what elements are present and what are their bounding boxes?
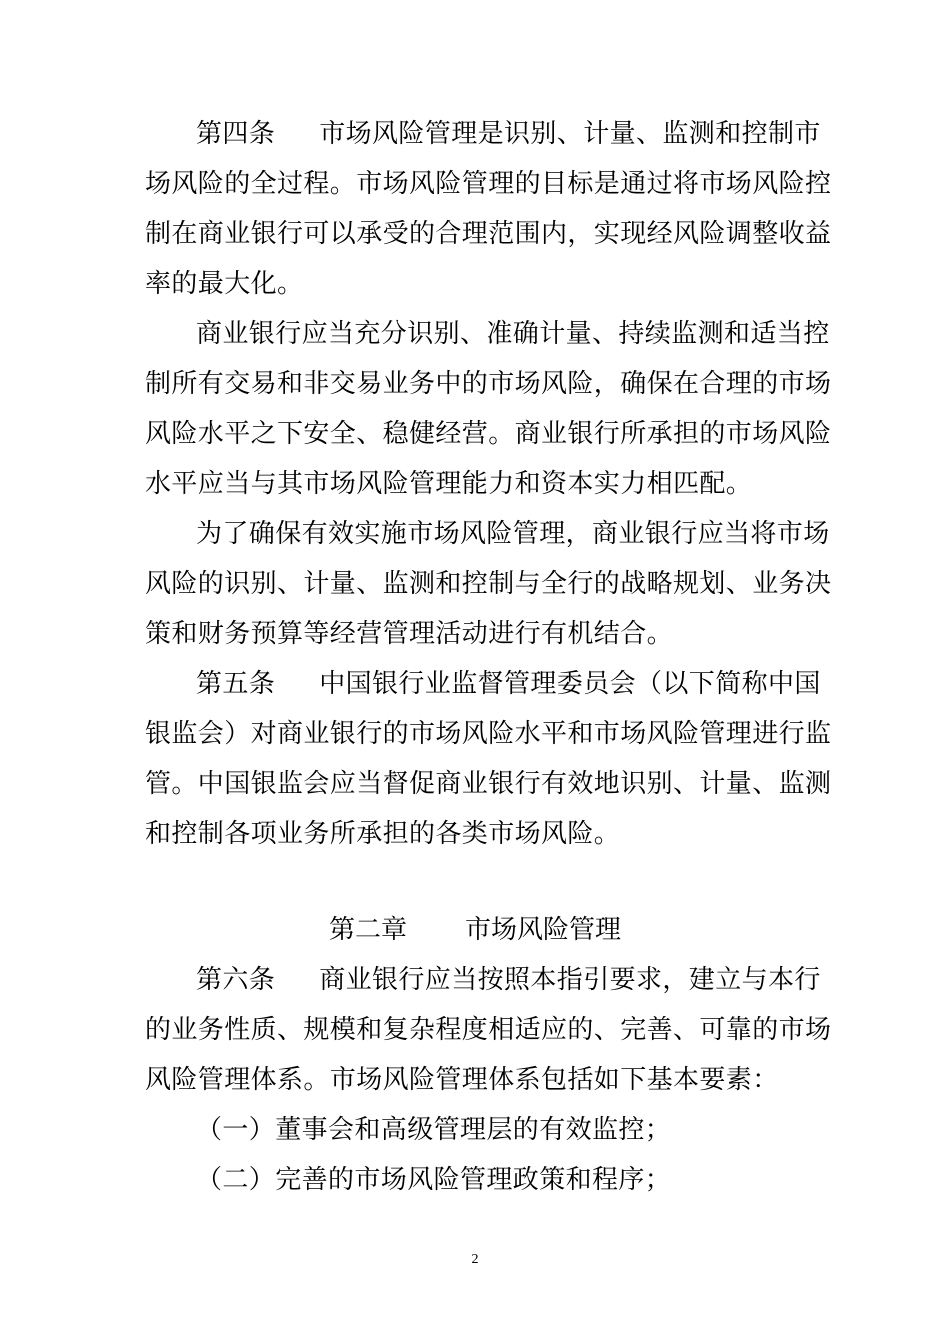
- article-6-line-1: [196, 955, 821, 1005]
- article-4-line-2: 场风险的全过程。市场风险管理的目标是通过将市场风险控: [145, 169, 832, 199]
- article-6-label: 第六条: [196, 965, 276, 995]
- page-number: 2: [471, 1252, 479, 1267]
- article-5-line-4: 和控制各项业务所承担的各类市场风险。: [145, 819, 621, 849]
- article-6-line-3: 风险管理体系。市场风险管理体系包括如下基本要素：: [145, 1065, 779, 1095]
- article-6-line-2: 的业务性质、规模和复杂程度相适应的、完善、可靠的市场: [145, 1015, 832, 1045]
- article-6-item-2: （二）完善的市场风险管理政策和程序；: [196, 1165, 672, 1195]
- paragraph-3-line-2: 风险的识别、计量、监测和控制与全行的战略规划、业务决: [145, 569, 832, 599]
- paragraph-2-line-2: 制所有交易和非交易业务中的市场风险，确保在合理的市场: [145, 369, 832, 399]
- chapter-title: 市场风险管理: [465, 915, 622, 945]
- article-4-line-3: 制在商业银行可以承受的合理范围内，实现经风险调整收益: [145, 219, 832, 249]
- article-5-text: 中国银行业监督管理委员会（以下简称中国: [319, 669, 821, 699]
- article-4-line-1: [196, 109, 821, 159]
- paragraph-3-line-3: 策和财务预算等经营管理活动进行有机结合。: [145, 619, 674, 649]
- paragraph-2-line-3: 风险水平之下安全、稳健经营。商业银行所承担的市场风险: [145, 419, 832, 449]
- article-5-label: 第五条: [196, 669, 276, 699]
- chapter-heading: [0, 905, 950, 955]
- article-6-item-1: （一）董事会和高级管理层的有效监控；: [196, 1115, 672, 1145]
- article-5-line-1: [196, 659, 821, 709]
- paragraph-3-line-1: 为了确保有效实施市场风险管理，商业银行应当将市场: [196, 519, 830, 549]
- article-5-line-3: 管。中国银监会应当督促商业银行有效地识别、计量、监测: [145, 769, 832, 799]
- paragraph-2-line-4: 水平应当与其市场风险管理能力和资本实力相匹配。: [145, 469, 753, 499]
- article-5-line-2: 银监会）对商业银行的市场风险水平和市场风险管理进行监: [145, 719, 832, 749]
- paragraph-2-line-1: 商业银行应当充分识别、准确计量、持续监测和适当控: [196, 319, 830, 349]
- chapter-number: 第二章: [328, 915, 407, 945]
- article-4-text: 市场风险管理是识别、计量、监测和控制市: [319, 119, 821, 149]
- article-4-line-4: 率的最大化。: [145, 269, 304, 299]
- article-4-label: 第四条: [196, 119, 276, 149]
- article-6-text: 商业银行应当按照本指引要求，建立与本行: [319, 965, 821, 995]
